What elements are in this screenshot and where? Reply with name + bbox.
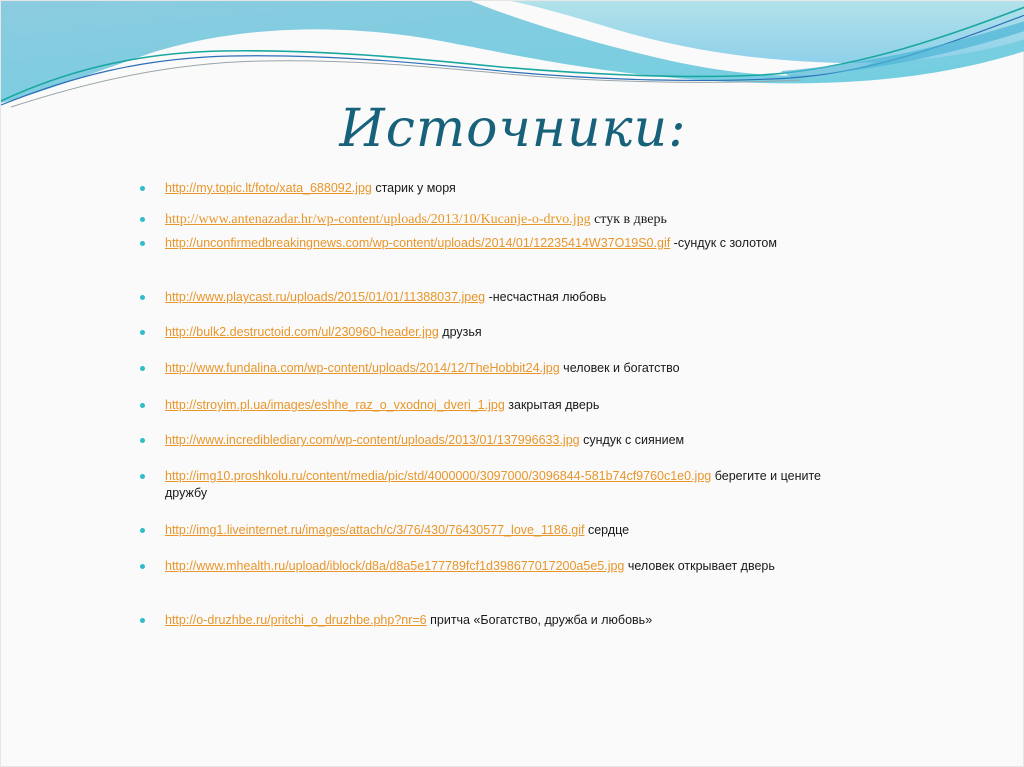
source-link[interactable]: http://unconfirmedbreakingnews.com/wp-content/uploads/2014/01/12235414W37O19S0.gif xyxy=(165,236,671,250)
source-item xyxy=(140,522,900,539)
source-item xyxy=(140,432,900,449)
source-description: закрытая дверь xyxy=(504,398,600,412)
source-description: стук в дверь xyxy=(590,212,667,227)
source-item xyxy=(140,397,900,414)
bullet-icon xyxy=(140,403,145,408)
bullet-icon xyxy=(140,241,145,246)
bullet-icon xyxy=(140,528,145,533)
source-item xyxy=(140,558,900,575)
source-link[interactable]: http://www.mhealth.ru/upload/iblock/d8a/d8a5e177789fcf1d398677017200a5e5.jpg xyxy=(165,559,625,573)
source-item xyxy=(140,468,900,502)
source-description: берегите и цените дружбу xyxy=(165,469,821,500)
source-description: -сундук с золотом xyxy=(670,236,777,250)
bullet-icon xyxy=(140,217,145,222)
source-link[interactable]: http://img10.proshkolu.ru/content/media/pic/std/4000000/3097000/3096844-581b74cf9760c1e0.jpg xyxy=(165,469,712,483)
source-description: притча «Богатство, дружба и любовь» xyxy=(426,613,653,627)
bullet-icon xyxy=(140,295,145,300)
source-description: -несчастная любовь xyxy=(485,290,607,304)
bullet-icon xyxy=(140,186,145,191)
source-item xyxy=(140,235,900,252)
slide-title: Источники: xyxy=(339,99,687,159)
source-link[interactable]: http://www.fundalina.com/wp-content/uploads/2014/12/TheHobbit24.jpg xyxy=(165,361,560,375)
source-description: человек открывает дверь xyxy=(624,559,775,573)
source-link[interactable]: http://www.antenazadar.hr/wp-content/uploads/2013/10/Kucanje-o-drvo.jpg xyxy=(165,212,591,227)
source-description: человек и богатство xyxy=(559,361,680,375)
source-link[interactable]: http://my.topic.lt/foto/xata_688092.jpg xyxy=(165,181,372,195)
source-description: сердце xyxy=(584,523,630,537)
source-link[interactable]: http://www.playcast.ru/uploads/2015/01/01/11388037.jpeg xyxy=(165,290,486,304)
source-item xyxy=(140,211,900,228)
source-item xyxy=(140,180,900,197)
source-link[interactable]: http://bulk2.destructoid.com/ul/230960-header.jpg xyxy=(165,325,439,339)
bullet-icon xyxy=(140,330,145,335)
source-item xyxy=(140,612,900,629)
bullet-icon xyxy=(140,438,145,443)
source-link[interactable]: http://img1.liveinternet.ru/images/attach/c/3/76/430/76430577_love_1186.gif xyxy=(165,523,585,537)
source-link[interactable]: http://www.incrediblediary.com/wp-content/uploads/2013/01/137996633.jpg xyxy=(165,433,580,447)
source-description: старик у моря xyxy=(371,181,456,195)
bullet-icon xyxy=(140,366,145,371)
source-description: сундук с сиянием xyxy=(579,433,685,447)
source-item xyxy=(140,360,900,377)
bullet-icon xyxy=(140,474,145,479)
source-item xyxy=(140,289,900,306)
source-description: друзья xyxy=(438,325,482,339)
source-link[interactable]: http://o-druzhbe.ru/pritchi_o_druzhbe.php?nr=6 xyxy=(165,613,427,627)
bullet-icon xyxy=(140,564,145,569)
source-item xyxy=(140,324,900,341)
source-link[interactable]: http://stroyim.pl.ua/images/eshhe_raz_o_vxodnoj_dveri_1.jpg xyxy=(165,398,505,412)
bullet-icon xyxy=(140,618,145,623)
